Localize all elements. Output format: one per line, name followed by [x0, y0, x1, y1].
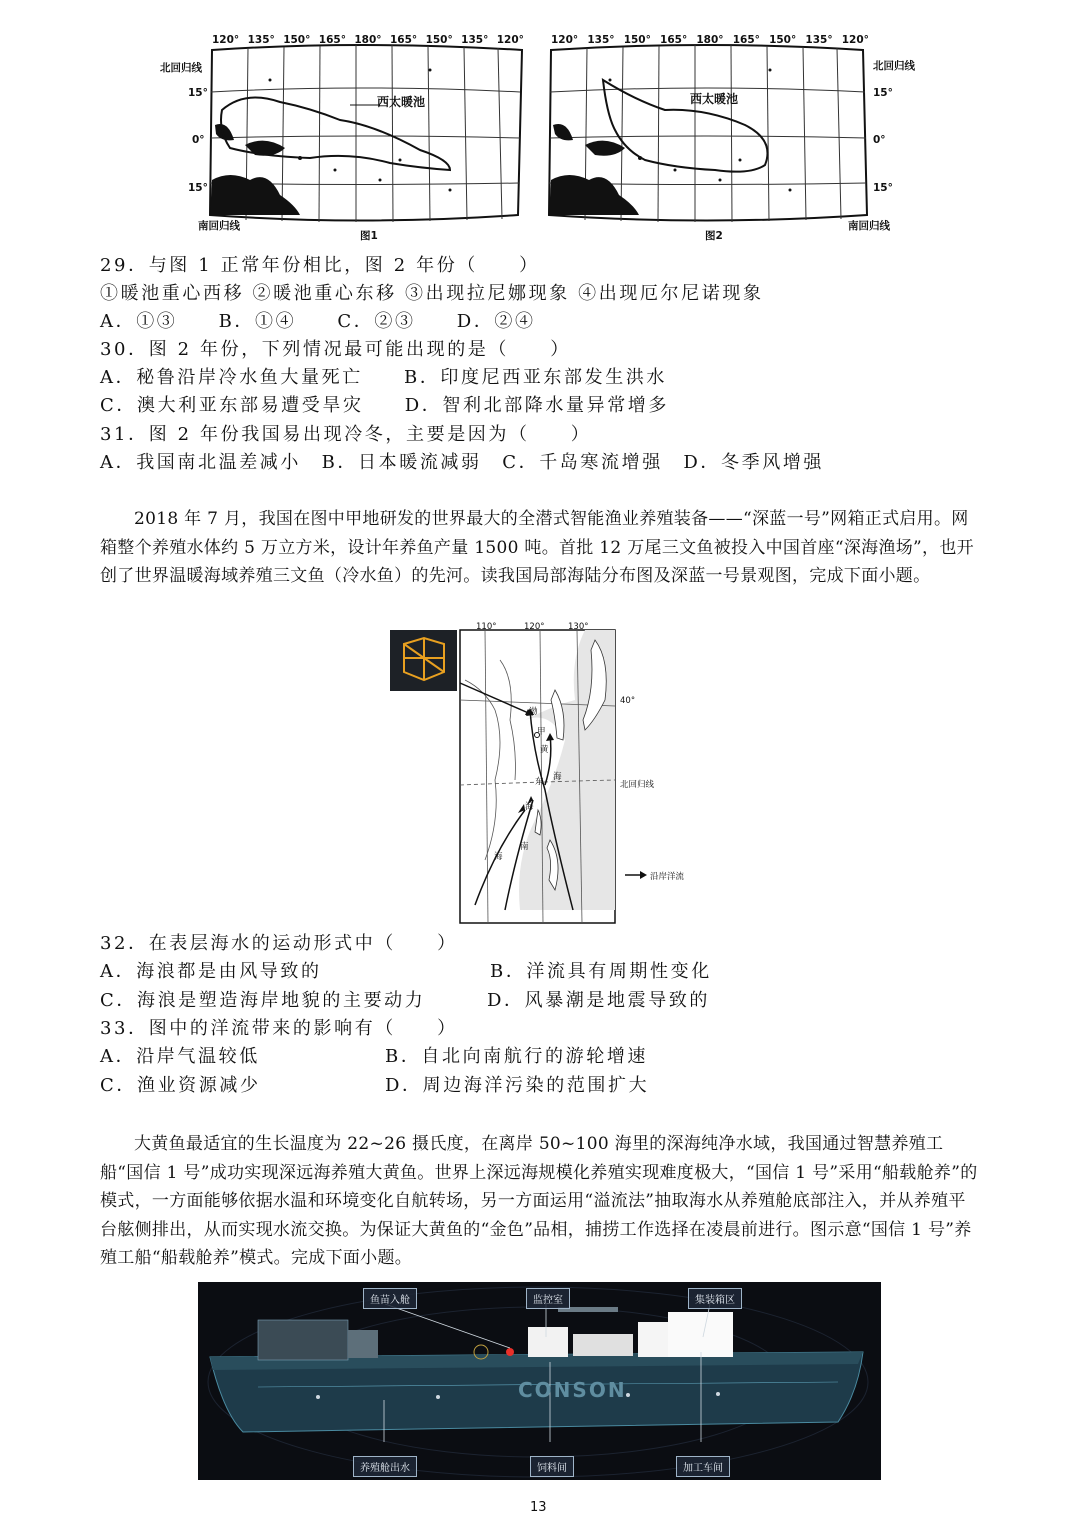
- place-hai-1: 海: [553, 772, 562, 782]
- passage-deep-blue-1: 2018 年 7 月，我国在图中甲地研发的世界最大的全潜式智能渔业养殖装备——“深蓝一号”网箱正式启用。网箱整个养殖水体约 5 万立方米，设计年养鱼产量 1500 吨。首批 12 万尾三文鱼被投入中国首座“深海渔场”，也开创了世界温暖海域养殖三文鱼（冷水鱼）的先河。读我国局部海陆分布图及深蓝一号景观图，完成下面小题。: [100, 509, 974, 586]
- label-fry-entry: 鱼苗入舱: [363, 1288, 417, 1309]
- map-figure-1: [150, 30, 530, 245]
- q33-option-c: C．渔业资源减少: [100, 1075, 261, 1096]
- page-number: 13: [530, 1500, 547, 1515]
- map2-lat-15s: 15°: [873, 182, 893, 194]
- china-lat-40: 40°: [620, 696, 636, 706]
- place-bo: 渤: [529, 707, 538, 717]
- label-container-area: 集装箱区: [688, 1288, 742, 1309]
- q31-stem: 31．图 2 年份我国易出现冷冬，主要是因为（ ）: [100, 424, 592, 445]
- place-hai-2: 海: [525, 802, 534, 812]
- map1-lat-0: 0°: [192, 134, 205, 146]
- map1-lon-labels: 120° 135° 150° 165° 180° 165° 150° 135° 120°: [212, 34, 524, 46]
- map2-lon-labels: 120° 135° 150° 165° 180° 165° 150° 135° 120°: [551, 34, 869, 46]
- map2-warm-pool-label: 西太暖池: [690, 92, 739, 106]
- china-lon-130: 130°: [568, 622, 589, 632]
- label-control-room: 监控室: [526, 1288, 570, 1309]
- label-processing-room: 加工车间: [676, 1456, 730, 1477]
- q32-option-d: D．风暴潮是地震导致的: [487, 990, 711, 1011]
- place-huang: 黄: [540, 745, 549, 755]
- q33-option-d: D．周边海洋污染的范围扩大: [385, 1075, 650, 1096]
- china-lon-110: 110°: [476, 622, 497, 632]
- map2-tropic-north: 北回归线: [873, 60, 915, 72]
- q30-options-cd: C．澳大利亚东部易遭受旱灾 D．智利北部降水量异常增多: [100, 395, 670, 416]
- map1-warm-pool-label: 西太暖池: [377, 95, 426, 109]
- china-legend-label: 沿岸洋流: [650, 872, 685, 882]
- q29-options: A．①③ B．①④ C．②③ D．②④: [100, 311, 536, 332]
- label-feed-room: 饲料间: [530, 1456, 574, 1477]
- place-nan: 南: [520, 842, 529, 852]
- map2-caption: 图2: [705, 230, 723, 242]
- q30-stem: 30．图 2 年份，下列情况最可能出现的是（ ）: [100, 339, 571, 360]
- q33-option-b: B．自北向南航行的游轮增速: [385, 1046, 649, 1067]
- hull-brand-text: CONSON: [518, 1378, 627, 1402]
- q29-stem: 29．与图 1 正常年份相比，图 2 年份（ ）: [100, 255, 540, 276]
- q32-stem: 32．在表层海水的运动形式中（ ）: [100, 933, 458, 954]
- q32-option-a: A．海浪都是由风导致的: [100, 961, 322, 982]
- q33-option-a: A．沿岸气温较低: [100, 1046, 260, 1067]
- map2-lat-0: 0°: [873, 134, 886, 146]
- q32-option-c: C．海浪是塑造海岸地貌的主要动力: [100, 990, 426, 1011]
- map1-tropic-north: 北回归线: [160, 62, 202, 74]
- map2-lat-15n: 15°: [873, 87, 893, 99]
- label-tank-outflow: 养殖舱出水: [353, 1456, 417, 1477]
- china-lon-120: 120°: [524, 622, 545, 632]
- passage-guoxin-1: 大黄鱼最适宜的生长温度为 22~26 摄氏度，在离岸 50~100 海里的深海纯净水域，我国通过智慧养殖工船“国信 1 号”成功实现深远海养殖大黄鱼。世界上深远海规模化养殖实现难度极大，“国信 1 号”采用“船载舱养”的模式，一方面能够依据水温和环境变化自航转场，另一方面运用“溢流法”抽取海水从养殖舱底部注入，并从养殖平台舷侧排出，从而实现水流交换。为保证大黄鱼的“金色”品相，捕捞工作选择在凌晨前进行。图示意“国信 1 号”养殖工船“船载舱养”模式。完成下面小题。: [100, 1134, 978, 1268]
- q33-stem: 33．图中的洋流带来的影响有（ ）: [100, 1018, 458, 1039]
- map2-tropic-south: 南回归线: [848, 220, 890, 232]
- map1-lat-15n: 15°: [188, 87, 208, 99]
- map1-lat-15s: 15°: [188, 182, 208, 194]
- q32-option-b: B．洋流具有周期性变化: [490, 961, 712, 982]
- place-jia: 甲: [537, 727, 546, 737]
- china-tropic-label: 北回归线: [620, 780, 655, 790]
- q31-options: A．我国南北温差减小 B．日本暖流减弱 C．千岛寒流增强 D．冬季风增强: [100, 452, 825, 473]
- pacific-warm-pool-maps: [150, 30, 930, 245]
- map1-caption: 图1: [360, 230, 378, 242]
- guoxin-ship-diagram: [198, 1282, 881, 1480]
- place-hai-3: 海: [494, 852, 503, 862]
- q30-options-ab: A．秘鲁沿岸冷水鱼大量死亡 B．印度尼西亚东部发生洪水: [100, 367, 668, 388]
- q29-statements: ①暖池重心西移 ②暖池重心东移 ③出现拉尼娜现象 ④出现厄尔尼诺现象: [100, 283, 764, 304]
- place-dong: 东: [535, 777, 544, 787]
- map1-tropic-south: 南回归线: [198, 220, 240, 232]
- deep-blue-cage-photo: [390, 630, 457, 691]
